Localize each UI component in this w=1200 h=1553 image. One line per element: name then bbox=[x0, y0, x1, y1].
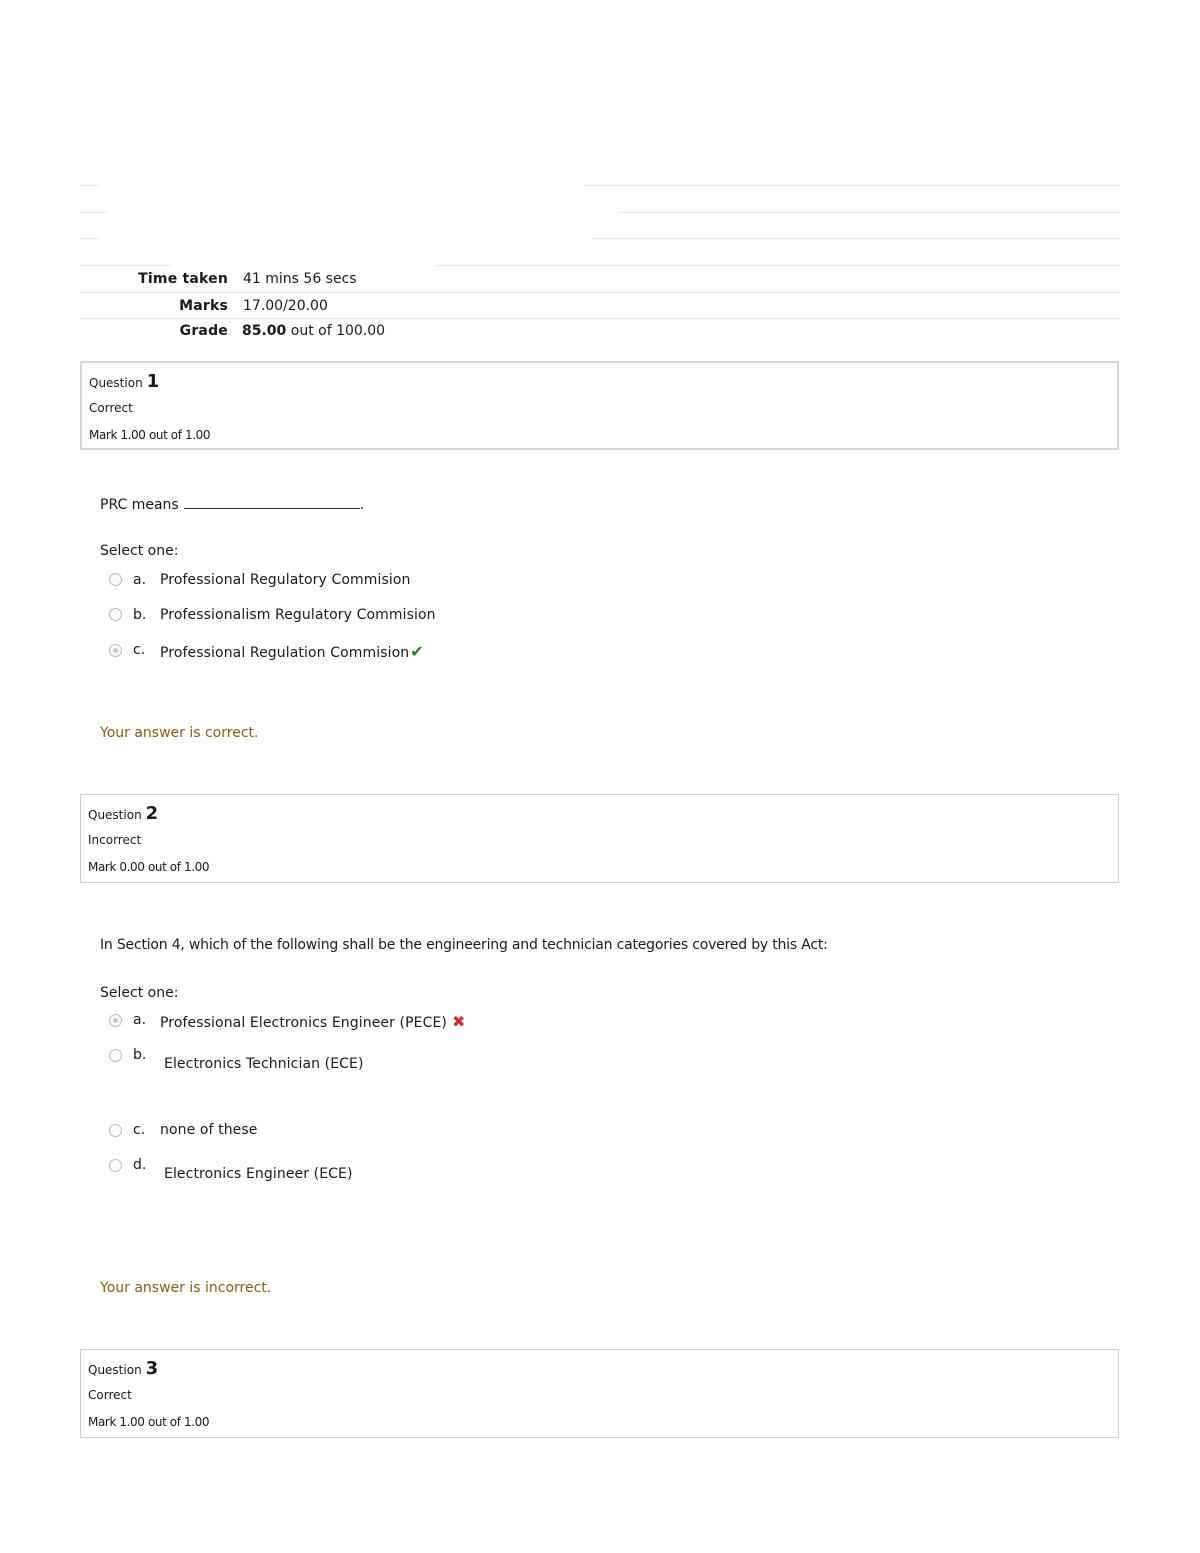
question-2-mark: Mark 0.00 out of 1.00 bbox=[88, 860, 210, 874]
check-icon: ✔ bbox=[410, 642, 424, 661]
q2-option-d-letter: d. bbox=[133, 1157, 147, 1173]
question-number: 3 bbox=[145, 1358, 159, 1379]
marks-value: 17.00/20.00 bbox=[243, 298, 328, 314]
question-2-info bbox=[80, 794, 1119, 883]
q2-option-a-letter: a. bbox=[133, 1012, 147, 1028]
q1-option-c-radio[interactable] bbox=[109, 644, 122, 657]
answer-blank bbox=[184, 508, 360, 509]
question-1-period: . bbox=[359, 497, 365, 513]
question-prefix: Question bbox=[88, 1363, 142, 1377]
q2-option-a-radio[interactable] bbox=[109, 1014, 122, 1027]
q1-option-c-letter: c. bbox=[133, 642, 146, 658]
q2-option-b-radio[interactable] bbox=[109, 1049, 122, 1062]
q2-option-c-text[interactable]: none of these bbox=[160, 1122, 258, 1138]
marks-label: Marks bbox=[179, 298, 228, 314]
question-2-state: Incorrect bbox=[88, 833, 142, 847]
q2-option-b-letter: b. bbox=[133, 1047, 147, 1063]
question-1-info bbox=[80, 361, 1119, 450]
q2-option-c-letter: c. bbox=[133, 1122, 146, 1138]
question-1-select-label: Select one: bbox=[100, 543, 179, 559]
question-number: 1 bbox=[146, 371, 160, 392]
question-3-mark: Mark 1.00 out of 1.00 bbox=[88, 1415, 210, 1429]
question-3-info bbox=[80, 1349, 1119, 1438]
question-prefix: Question bbox=[89, 376, 143, 390]
question-1-text bbox=[100, 497, 364, 513]
question-1-prompt: PRC means bbox=[100, 497, 179, 513]
q1-option-b-text[interactable]: Professionalism Regulatory Commision bbox=[160, 607, 436, 623]
question-2-feedback: Your answer is incorrect. bbox=[100, 1280, 272, 1296]
question-2-title bbox=[88, 803, 158, 824]
grade-value bbox=[242, 323, 385, 339]
grade-score: 85.00 bbox=[242, 323, 287, 339]
time-taken-label: Time taken bbox=[138, 271, 228, 287]
cross-icon: ✖ bbox=[451, 1012, 466, 1031]
q2-option-d-radio[interactable] bbox=[109, 1159, 122, 1172]
time-taken-value: 41 mins 56 secs bbox=[243, 271, 357, 287]
q2-option-b-text[interactable]: Electronics Technician (ECE) bbox=[164, 1056, 364, 1072]
question-3-state: Correct bbox=[88, 1388, 132, 1402]
q2-option-a[interactable] bbox=[160, 1012, 466, 1031]
question-1-title bbox=[89, 371, 159, 392]
q1-option-a-radio[interactable] bbox=[109, 573, 122, 586]
q2-option-d-text[interactable]: Electronics Engineer (ECE) bbox=[164, 1166, 353, 1182]
q1-option-b-radio[interactable] bbox=[109, 608, 122, 621]
q1-option-a-letter: a. bbox=[133, 572, 147, 588]
question-3-title bbox=[88, 1358, 158, 1379]
question-1-mark: Mark 1.00 out of 1.00 bbox=[89, 428, 211, 442]
question-prefix: Question bbox=[88, 808, 142, 822]
question-2-text: In Section 4, which of the following shall be the engineering and technician categories covered by this Act: bbox=[100, 937, 828, 953]
question-1-state: Correct bbox=[89, 401, 133, 415]
q1-option-a-text[interactable]: Professional Regulatory Commision bbox=[160, 572, 411, 588]
q2-option-c-radio[interactable] bbox=[109, 1124, 122, 1137]
grade-out-of: out of 100.00 bbox=[290, 323, 386, 339]
q1-option-c-text: Professional Regulation Commision bbox=[160, 645, 410, 661]
q1-option-c[interactable] bbox=[160, 642, 424, 661]
question-number: 2 bbox=[145, 803, 159, 824]
q2-option-a-text: Professional Electronics Engineer (PECE) bbox=[160, 1015, 447, 1031]
question-1-feedback: Your answer is correct. bbox=[100, 725, 259, 741]
q1-option-b-letter: b. bbox=[133, 607, 147, 623]
grade-label: Grade bbox=[179, 323, 228, 339]
question-2-select-label: Select one: bbox=[100, 985, 179, 1001]
